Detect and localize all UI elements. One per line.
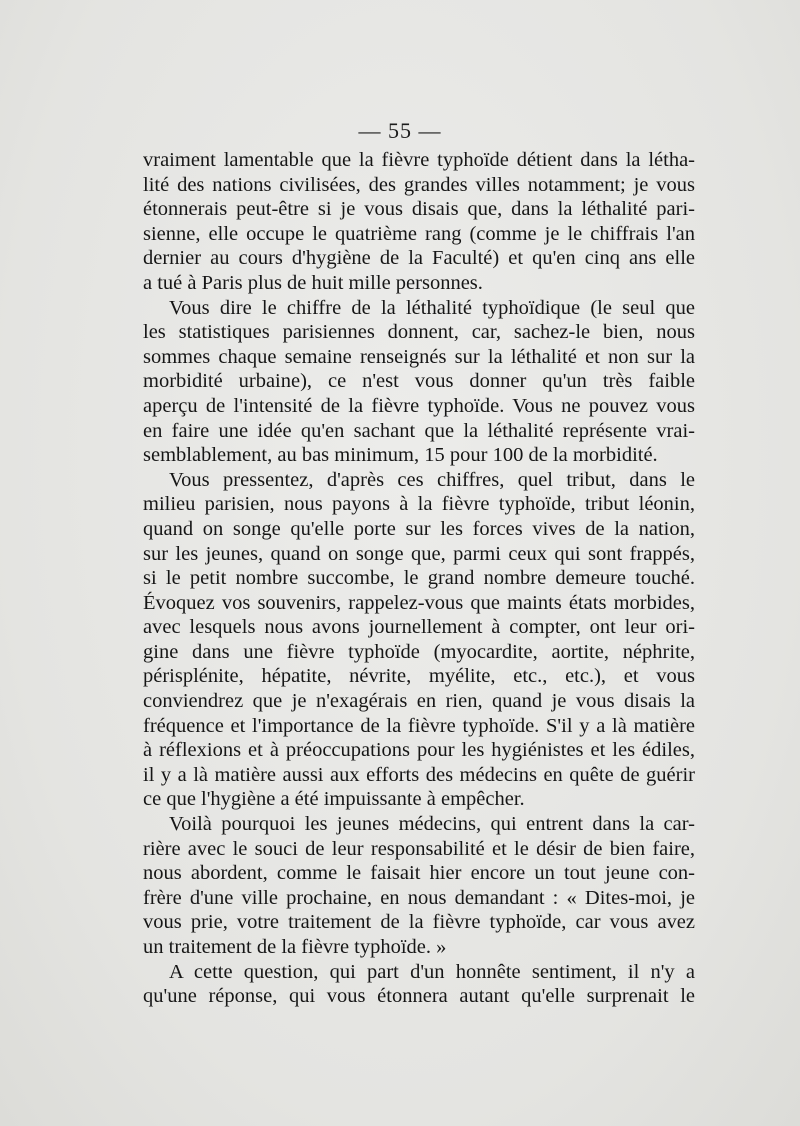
text-line: étonnerais peut-être si je vous disais que, dans la léthalité pari- — [143, 198, 695, 221]
paragraph-start-line: Vous pressentez, d'après ces chiffres, quel tribut, dans le — [169, 468, 695, 491]
text-line: il y a là matière aussi aux efforts des médecins en quête de guérir — [143, 763, 695, 786]
page-number: — 55 — — [358, 118, 442, 143]
text-line: gine dans une fièvre typhoïde (myocardite, aortite, néphrite, — [143, 640, 695, 663]
paragraph-start-line: Voilà pourquoi les jeunes médecins, qui entrent dans la car- — [169, 813, 695, 836]
text-line: périsplénite, hépatite, névrite, myélite, etc., etc.), et vous — [143, 665, 695, 688]
text-line: lité des nations civilisées, des grandes villes notamment; je vous — [143, 173, 695, 196]
paragraph-start-line: Vous dire le chiffre de la léthalité typhoïdique (le seul que — [169, 296, 695, 319]
body-text — [143, 148, 695, 1009]
text-line: nous abordent, comme le faisait hier encore un tout jeune con- — [143, 862, 695, 885]
text-line: en faire une idée qu'en sachant que la léthalité représente vrai- — [143, 419, 695, 442]
text-line: à réflexions et à préoccupations pour les hygiénistes et les édiles, — [143, 739, 695, 762]
text-line: ce que l'hygiène a été impuissante à empêcher. — [143, 788, 525, 811]
paragraph-start-line: A cette question, qui part d'un honnête sentiment, il n'y a — [169, 960, 695, 983]
text-line: qu'une réponse, qui vous étonnera autant qu'elle surprenait le — [143, 985, 695, 1008]
text-line: dernier au cours d'hygiène de la Faculté) et qu'en cinq ans elle — [143, 247, 695, 270]
text-line: les statistiques parisiennes donnent, car, sachez-le bien, nous — [143, 321, 695, 344]
text-line: quand on songe qu'elle porte sur les forces vives de la nation, — [143, 517, 695, 540]
text-line: a tué à Paris plus de huit mille personnes. — [143, 271, 483, 294]
text-line: conviendrez que je n'exagérais en rien, quand je vous disais la — [143, 690, 695, 713]
text-line: sienne, elle occupe le quatrième rang (comme je le chiffrais l'an — [143, 222, 695, 245]
text-line: semblablement, au bas minimum, 15 pour 100 de la morbidité. — [143, 444, 658, 467]
text-line: vous prie, votre traitement de la fièvre typhoïde, car vous avez — [143, 911, 695, 934]
text-line: Évoquez vos souvenirs, rappelez-vous que maints états morbides, — [143, 591, 695, 614]
text-line: vraiment lamentable que la fièvre typhoïde détient dans la létha- — [143, 149, 695, 171]
text-line: milieu parisien, nous payons à la fièvre typhoïde, tribut léonin, — [143, 493, 695, 516]
text-line: rière avec le souci de leur responsabilité et le désir de bien faire, — [143, 837, 695, 860]
text-line: frère d'une ville prochaine, en nous demandant : « Dites-moi, je — [143, 886, 695, 909]
text-line: morbidité urbaine), ce n'est vous donner qu'un très faible — [143, 370, 695, 393]
text-line: sommes chaque semaine renseignés sur la léthalité et non sur la — [143, 345, 695, 368]
text-line: si le petit nombre succombe, le grand nombre demeure touché. — [143, 567, 695, 590]
text-line: avec lesquels nous avons journellement à compter, ont leur ori- — [143, 616, 695, 639]
text-line: aperçu de l'intensité de la fièvre typhoïde. Vous ne pouvez vous — [143, 394, 695, 417]
text-line: fréquence et l'importance de la fièvre typhoïde. S'il y a là matière — [143, 714, 695, 737]
text-line: un traitement de la fièvre typhoïde. » — [143, 936, 447, 958]
text-line: sur les jeunes, quand on songe que, parmi ceux qui sont frappés, — [143, 542, 695, 565]
